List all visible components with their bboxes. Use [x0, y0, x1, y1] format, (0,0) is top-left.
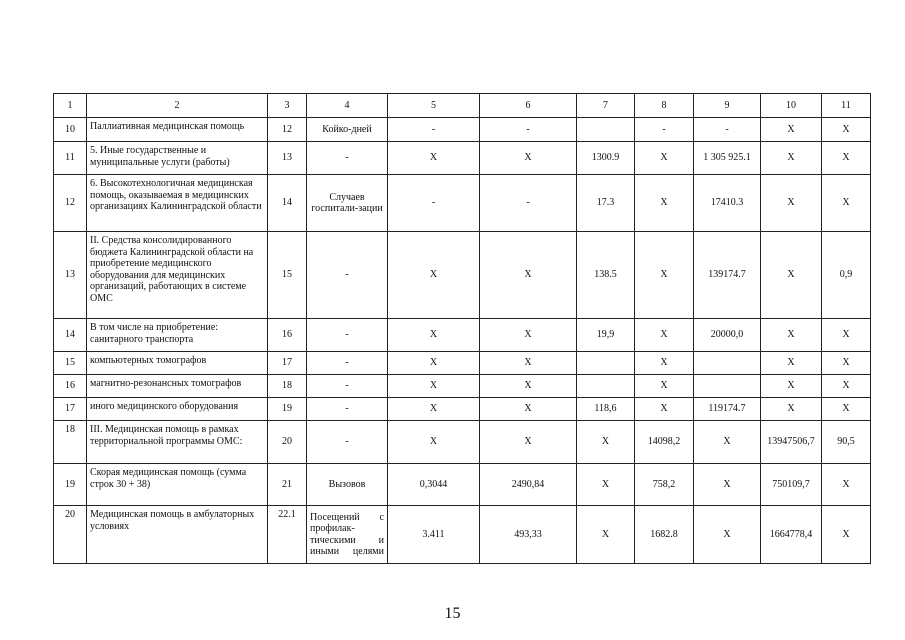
table-cell: X: [388, 352, 480, 375]
table-cell: -: [307, 319, 388, 352]
table-cell: X: [761, 118, 822, 142]
table-body: [54, 94, 871, 564]
table-cell: 13: [268, 142, 307, 175]
table-cell: X: [761, 232, 822, 319]
table-cell: [694, 352, 761, 375]
header-cell: 6: [480, 94, 577, 118]
data-table: [53, 93, 871, 564]
table-cell: Койко-дней: [307, 118, 388, 142]
table-cell: 16: [268, 319, 307, 352]
header-cell: 7: [577, 94, 635, 118]
table-cell: 118,6: [577, 398, 635, 421]
table-cell: 493,33: [480, 506, 577, 564]
table-cell: X: [822, 319, 871, 352]
table-cell: Случаев госпитали-зации: [307, 175, 388, 232]
table-cell: X: [388, 319, 480, 352]
table-cell: 16: [54, 375, 87, 398]
table-row: [54, 118, 871, 142]
table-cell: X: [822, 352, 871, 375]
table-cell: X: [480, 232, 577, 319]
table-cell: X: [694, 464, 761, 506]
table-cell: 19: [268, 398, 307, 421]
page-number: 15: [444, 605, 461, 622]
table-cell: -: [480, 118, 577, 142]
table-cell: X: [822, 375, 871, 398]
table-cell: 1300.9: [577, 142, 635, 175]
table-cell: 1664778,4: [761, 506, 822, 564]
table-cell: X: [822, 506, 871, 564]
table-cell: X: [480, 421, 577, 464]
table-cell: Вызовов: [307, 464, 388, 506]
table-cell: [694, 375, 761, 398]
table-cell: X: [761, 352, 822, 375]
table-cell: X: [822, 118, 871, 142]
table-cell: X: [761, 142, 822, 175]
table-cell: Медицинская помощь в амбулаторных условиях: [87, 506, 268, 564]
table-cell: 17.3: [577, 175, 635, 232]
table-cell: X: [388, 421, 480, 464]
table-cell: 14: [268, 175, 307, 232]
table-row: [54, 175, 871, 232]
table-row: [54, 319, 871, 352]
header-cell: 2: [87, 94, 268, 118]
table-cell: 22.1: [268, 506, 307, 564]
table-cell: 13947506,7: [761, 421, 822, 464]
table-cell: X: [388, 142, 480, 175]
table-cell: X: [822, 175, 871, 232]
table-row: [54, 398, 871, 421]
table-cell: X: [388, 398, 480, 421]
table-cell: X: [480, 352, 577, 375]
table-cell: 17410.3: [694, 175, 761, 232]
table-cell: 2490,84: [480, 464, 577, 506]
table-cell: X: [694, 421, 761, 464]
table-cell: -: [388, 175, 480, 232]
table-cell: X: [822, 398, 871, 421]
table-row: [54, 506, 871, 564]
table-cell: -: [307, 375, 388, 398]
table-cell: X: [388, 232, 480, 319]
table-cell: X: [822, 142, 871, 175]
table-row: [54, 232, 871, 319]
table-cell: 1 305 925.1: [694, 142, 761, 175]
table-cell: -: [307, 398, 388, 421]
table-cell: Паллиативная медицинская помощь: [87, 118, 268, 142]
table-cell: 15: [54, 352, 87, 375]
table-cell: X: [761, 175, 822, 232]
table-cell: X: [635, 352, 694, 375]
table-row: [54, 421, 871, 464]
table-row: [54, 464, 871, 506]
table-cell: X: [577, 421, 635, 464]
table-cell: 6. Высокотехнологичная медицинская помощь, оказываемая в медицинских организациях Калининградской области: [87, 175, 268, 232]
header-cell: 9: [694, 94, 761, 118]
table-cell: Посещений с профилак-тическими и иными целями: [307, 506, 388, 564]
header-cell: 4: [307, 94, 388, 118]
table-cell: 5. Иные государственные и муниципальные услуги (работы): [87, 142, 268, 175]
table-cell: [577, 375, 635, 398]
table-cell: 19: [54, 464, 87, 506]
table-cell: X: [480, 398, 577, 421]
table-cell: -: [307, 421, 388, 464]
header-cell: 5: [388, 94, 480, 118]
table-cell: 20: [54, 506, 87, 564]
table-cell: 138.5: [577, 232, 635, 319]
table-cell: В том числе на приобретение: санитарного транспорта: [87, 319, 268, 352]
table-cell: -: [307, 352, 388, 375]
table-cell: -: [694, 118, 761, 142]
table-cell: X: [694, 506, 761, 564]
table-cell: II. Средства консолидированного бюджета Калининградской области на приобретение медицинского оборудования для медицинских организаций, работающих в системе ОМС: [87, 232, 268, 319]
table-cell: 90,5: [822, 421, 871, 464]
table-cell: 0,3044: [388, 464, 480, 506]
table-cell: 750109,7: [761, 464, 822, 506]
table-cell: 20: [268, 421, 307, 464]
table-cell: иного медицинского оборудования: [87, 398, 268, 421]
table-cell: 0,9: [822, 232, 871, 319]
table-cell: X: [822, 464, 871, 506]
table-cell: 12: [268, 118, 307, 142]
table-cell: -: [307, 142, 388, 175]
table-cell: 17: [268, 352, 307, 375]
table-cell: X: [635, 232, 694, 319]
table-cell: 3.411: [388, 506, 480, 564]
table-cell: X: [761, 398, 822, 421]
table-cell: 17: [54, 398, 87, 421]
table-cell: X: [480, 142, 577, 175]
table-cell: 14098,2: [635, 421, 694, 464]
table-cell: 13: [54, 232, 87, 319]
table-cell: X: [635, 398, 694, 421]
table-cell: 139174.7: [694, 232, 761, 319]
table-cell: 1682.8: [635, 506, 694, 564]
table-cell: X: [577, 464, 635, 506]
table-cell: X: [635, 175, 694, 232]
table-cell: X: [388, 375, 480, 398]
table-cell: 11: [54, 142, 87, 175]
table-cell: 10: [54, 118, 87, 142]
table-cell: -: [388, 118, 480, 142]
table-header-row: [54, 94, 871, 118]
table-cell: X: [635, 319, 694, 352]
table-cell: -: [635, 118, 694, 142]
table-cell: 20000,0: [694, 319, 761, 352]
header-cell: 1: [54, 94, 87, 118]
table-cell: [577, 352, 635, 375]
table-cell: 18: [268, 375, 307, 398]
table-cell: X: [635, 375, 694, 398]
table-cell: X: [480, 375, 577, 398]
table-cell: 758,2: [635, 464, 694, 506]
table-cell: X: [635, 142, 694, 175]
header-cell: 3: [268, 94, 307, 118]
table-cell: 18: [54, 421, 87, 464]
table-cell: X: [577, 506, 635, 564]
table-cell: X: [761, 319, 822, 352]
table-cell: III. Медицинская помощь в рамках территориальной программы ОМС:: [87, 421, 268, 464]
table-cell: Скорая медицинская помощь (сумма строк 30 + 38): [87, 464, 268, 506]
header-cell: 8: [635, 94, 694, 118]
table-cell: 15: [268, 232, 307, 319]
table-cell: 12: [54, 175, 87, 232]
table-cell: 119174.7: [694, 398, 761, 421]
table-cell: -: [307, 232, 388, 319]
table-cell: X: [761, 375, 822, 398]
table-cell: компьютерных томографов: [87, 352, 268, 375]
table-cell: 14: [54, 319, 87, 352]
table-row: [54, 142, 871, 175]
table-cell: магнитно-резонансных томографов: [87, 375, 268, 398]
table-cell: 21: [268, 464, 307, 506]
table-cell: X: [480, 319, 577, 352]
table-row: [54, 352, 871, 375]
table-cell: -: [480, 175, 577, 232]
header-cell: 11: [822, 94, 871, 118]
table-cell: 19,9: [577, 319, 635, 352]
table-cell: [577, 118, 635, 142]
table-row: [54, 375, 871, 398]
header-cell: 10: [761, 94, 822, 118]
